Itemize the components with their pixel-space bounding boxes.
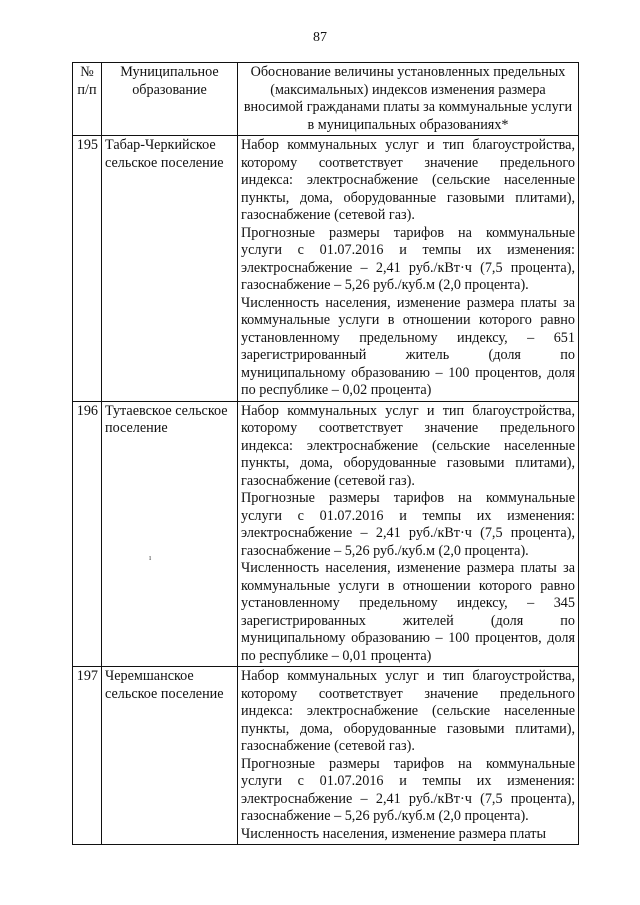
row-number: 197 bbox=[73, 667, 102, 845]
scan-speck: ı bbox=[149, 553, 152, 562]
row-justification bbox=[238, 667, 579, 845]
header-number: № п/п bbox=[73, 63, 102, 136]
header-municipality: Муниципальное образование bbox=[102, 63, 238, 136]
table-row bbox=[73, 401, 579, 667]
row-justification bbox=[238, 136, 579, 402]
table-row bbox=[73, 667, 579, 845]
table-row bbox=[73, 136, 579, 402]
paragraph-utilities-set: Набор коммунальных услуг и тип благоустройства, которому соответствует значение предельного индекса: электроснабжение (сельские населенные пункты, дома, оборудованные газовыми плитами), газоснабжение (сетевой газ). bbox=[241, 137, 575, 223]
index-justification-table bbox=[72, 62, 579, 845]
paragraph-tariffs: Прогнозные размеры тарифов на коммунальные услуги с 01.07.2016 и темпы их изменения: электроснабжение – 2,41 руб./кВт·ч (7,5 процента), газоснабжение – 5,26 руб./куб.м (2,0 процента). bbox=[241, 224, 575, 293]
row-municipality: Тутаевское сельское поселение bbox=[102, 401, 238, 667]
paragraph-utilities-set: Набор коммунальных услуг и тип благоустройства, которому соответствует значение предельного индекса: электроснабжение (сельские населенные пункты, дома, оборудованные газовыми плитами), газоснабжение (сетевой газ). bbox=[241, 668, 575, 754]
paragraph-population: Численность населения, изменение размера платы за коммунальные услуги в отношении которого равно установленному предельному индексу, – 651 зарегистрированный житель (доля по муниципальному образованию – 100 процентов, доля по республике – 0,02 процента) bbox=[241, 294, 575, 398]
row-justification bbox=[238, 401, 579, 667]
row-municipality: Табар-Черкийское сельское поселение bbox=[102, 136, 238, 402]
paragraph-population: Численность населения, изменение размера платы за коммунальные услуги в отношении которого равно установленному предельному индексу, – 345 зарегистрированных жителей (доля по муниципальному образованию – 100 процентов, доля по республике – 0,01 процента) bbox=[241, 560, 575, 664]
table-header-row bbox=[73, 63, 579, 136]
paragraph-tariffs: Прогнозные размеры тарифов на коммунальные услуги с 01.07.2016 и темпы их изменения: электроснабжение – 2,41 руб./кВт·ч (7,5 процента), газоснабжение – 5,26 руб./куб.м (2,0 процента). bbox=[241, 755, 575, 824]
page-number: 87 bbox=[313, 30, 327, 45]
paragraph-utilities-set: Набор коммунальных услуг и тип благоустройства, которому соответствует значение предельного индекса: электроснабжение (сельские населенные пункты, дома, оборудованные газовыми плитами), газоснабжение (сетевой газ). bbox=[241, 402, 575, 489]
row-municipality: Черемшанское сельское поселение bbox=[102, 667, 238, 845]
header-justification: Обоснование величины установленных предельных (максимальных) индексов изменения размера вносимой гражданами платы за коммунальные услуги в муниципальных образованиях* bbox=[238, 63, 579, 136]
paragraph-tariffs: Прогнозные размеры тарифов на коммунальные услуги с 01.07.2016 и темпы их изменения: электроснабжение – 2,41 руб./кВт·ч (7,5 процента), газоснабжение – 5,26 руб./куб.м (2,0 процента). bbox=[241, 490, 575, 559]
row-number: 196 bbox=[73, 401, 102, 667]
row-number: 195 bbox=[73, 136, 102, 402]
paragraph-population: Численность населения, изменение размера платы bbox=[241, 825, 547, 842]
